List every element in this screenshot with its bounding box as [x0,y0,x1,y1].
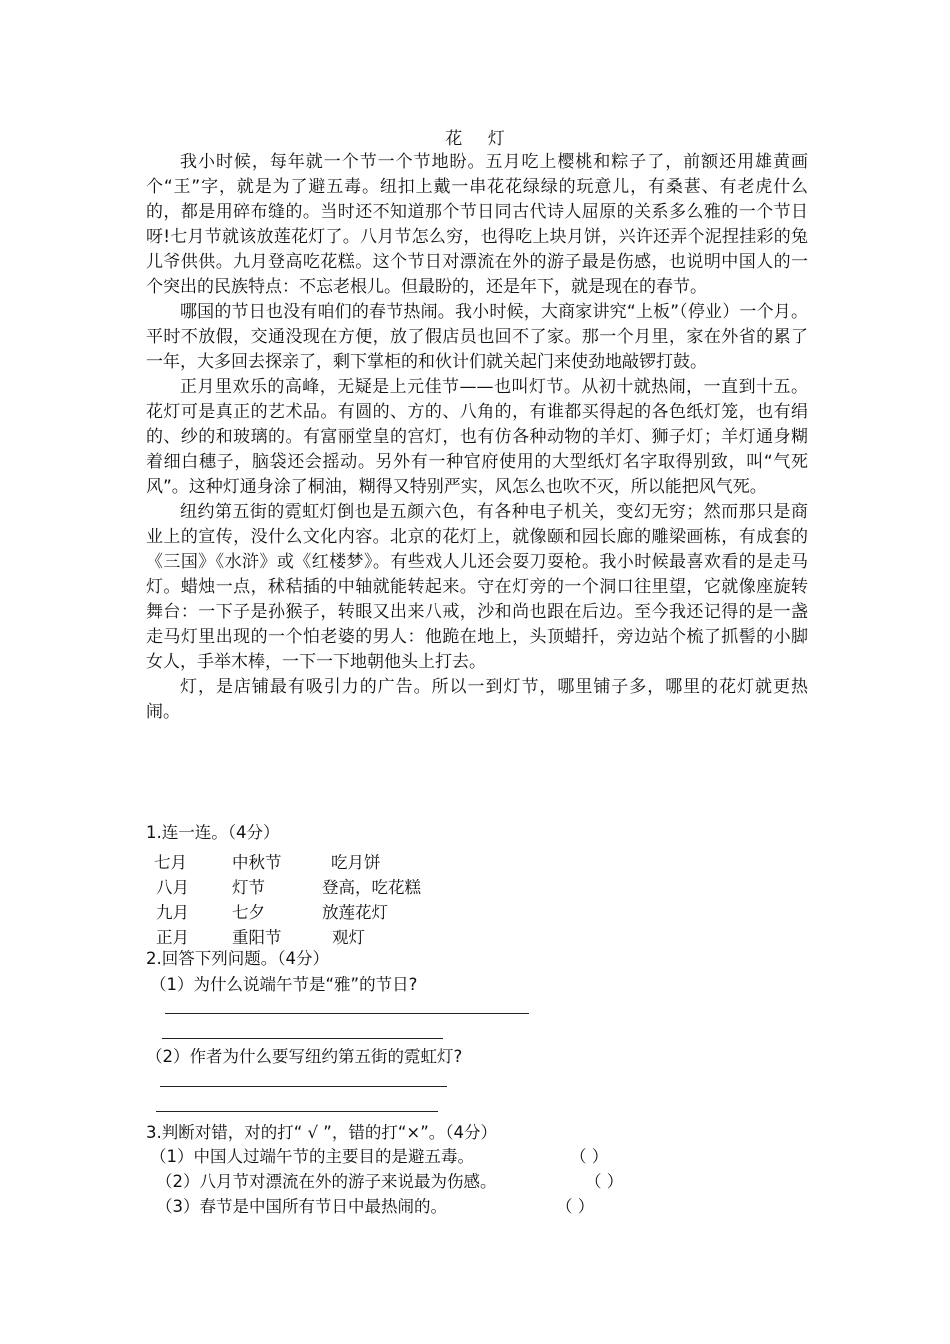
answer-line[interactable] [160,1086,447,1087]
answer-line[interactable] [156,1111,438,1112]
q1-custom: 登高，吃花糕 [322,878,421,897]
passage-paragraph: 正月里欢乐的高峰，无疑是上元佳节——也叫灯节。从初十就热闹，一直到十五。花灯可是真正的艺术品。有圆的、方的、八角的，有谁都买得起的各色纸灯笼，也有绢的、纱的和玻璃的。有富丽堂皇的宫灯，也有仿各种动物的羊灯、狮子灯；羊灯通身糊着细白穗子，脑袋还会摇动。另外有一种官府使用的大型纸灯名字取得别致，叫“气死风”。这种灯通身涂了桐油，糊得又特别严实，风怎么也吹不灭，所以能把风气死。 [146,377,808,497]
passage-paragraph: 哪国的节日也没有咱们的春节热闹。我小时候，大商家讲究“上板”（停业）一个月。平时不放假，交通没现在方便，放了假店员也回不了家。那一个月里，家在外省的累了一年，大多回去探亲了，剩下掌柜的和伙计们就关起门来使劲地敲锣打鼓。 [146,302,808,372]
q1-custom: 吃月饼 [331,853,381,872]
q2-heading: 2.回答下列问题。（4分） [146,949,329,968]
q3-heading: 3.判断对错，对的打“ √ ”，错的打“×”。（4分） [146,1123,498,1142]
q1-festival: 灯节 [232,878,265,897]
reading-passage [146,150,808,725]
answer-line[interactable] [165,1013,529,1014]
q1-month: 正月 [156,928,189,947]
q3-statement: （2）八月节对漂流在外的游子来说最为伤感。 [156,1172,497,1191]
q1-month: 七月 [154,853,187,872]
q1-festival: 重阳节 [232,928,282,947]
q1-festival: 中秋节 [232,853,282,872]
q3-answer-paren[interactable]: （ ） [570,1147,609,1166]
q1-custom: 放莲花灯 [322,903,388,922]
passage-paragraph: 灯，是店铺最有吸引力的广告。所以一到灯节，哪里铺子多，哪里的花灯就更热闹。 [146,677,808,722]
answer-line[interactable] [162,1038,443,1039]
q3-statement: （1）中国人过端午节的主要目的是避五毒。 [150,1147,474,1166]
q2-sub2: （2）作者为什么要写纽约第五街的霓虹灯? [146,1047,463,1066]
q1-custom: 观灯 [332,928,365,947]
q2-sub1: （1）为什么说端午节是“雅”的节日? [150,975,418,994]
passage-title: 花 灯 [445,129,515,149]
q1-festival: 七夕 [232,903,265,922]
q1-month: 八月 [156,878,189,897]
q3-answer-paren[interactable]: （ ） [585,1172,624,1191]
passage-paragraph: 纽约第五街的霓虹灯倒也是五颜六色，有各种电子机关，变幻无穷；然而那只是商业上的宣传，没什么文化内容。北京的花灯上，就像颐和园长廊的雕梁画栋，有成套的《三国》《水浒》或《红楼梦》。有些戏人儿还会耍刀耍枪。我小时候最喜欢看的是走马灯。蜡烛一点，秫秸插的中轴就能转起来。守在灯旁的一个洞口往里望，它就像座旋转舞台：一下子是孙猴子，转眼又出来八戒，沙和尚也跟在后边。至今我还记得的是一盏走马灯里出现的一个怕老婆的男人：他跪在地上，头顶蜡扦，旁边站个梳了抓髻的小脚女人，手举木棒，一下一下地朝他头上打去。 [146,502,808,672]
q3-statement: （3）春节是中国所有节日中最热闹的。 [156,1197,447,1216]
q1-heading: 1.连一连。（4分） [146,823,280,842]
q1-month: 九月 [156,903,189,922]
passage-paragraph: 我小时候，每年就一个节一个节地盼。五月吃上樱桃和粽子了，前额还用雄黄画个“王”字，就是为了避五毒。纽扣上戴一串花花绿绿的玩意儿，有桑葚、有老虎什么的，都是用碎布缝的。当时还不知道那个节日同古代诗人屈原的关系多么雅的一个节日呀!七月节就该放莲花灯了。八月节怎么穷，也得吃上块月饼，兴许还弄个泥捏挂彩的兔儿爷供供。九月登高吃花糕。这个节日对漂流在外的游子最是伤感，也说明中国人的一个突出的民族特点：不忘老根儿。但最盼的，还是年下，就是现在的春节。 [146,152,808,297]
q3-answer-paren[interactable]: （ ） [556,1197,595,1216]
